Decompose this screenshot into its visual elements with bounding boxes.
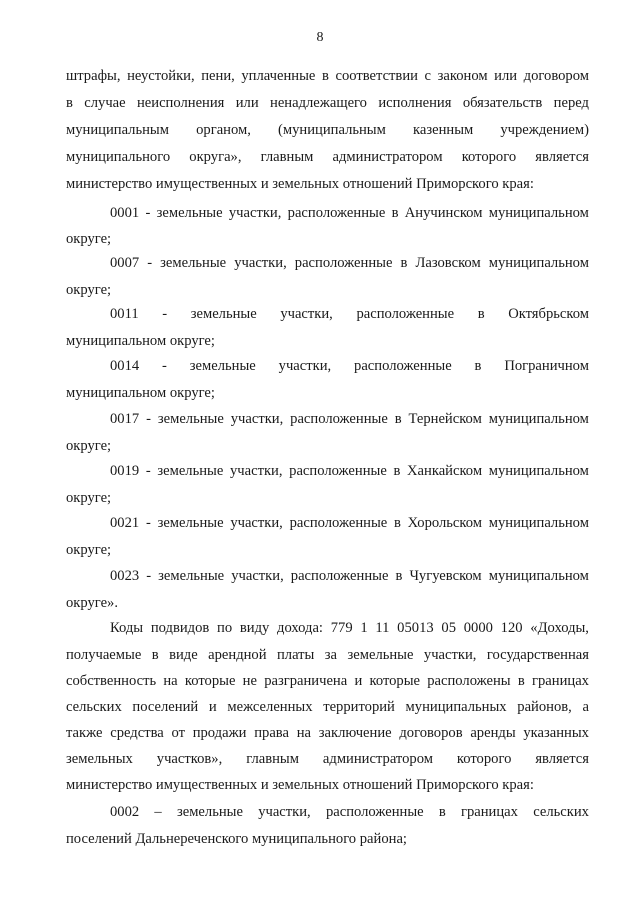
word: законом: [437, 68, 488, 84]
word: 0014: [110, 358, 140, 374]
text-line: [66, 120, 589, 140]
word: арендной: [208, 647, 267, 663]
word: -: [145, 463, 151, 479]
word: в: [66, 95, 73, 111]
word: 05: [441, 620, 456, 636]
text-line: округе».: [66, 595, 119, 611]
text-line: [110, 409, 589, 429]
word: казенным: [412, 122, 474, 138]
text-line: округе;: [66, 231, 112, 247]
word: или: [235, 95, 259, 111]
word: участки,: [280, 306, 333, 322]
word: 0007: [110, 255, 140, 271]
text-line: [66, 671, 589, 691]
word: неустойки,: [127, 68, 195, 84]
word: на: [163, 673, 178, 689]
word: Ханкайском: [407, 463, 483, 479]
word: расположенные: [289, 515, 388, 531]
word: районов,: [517, 699, 572, 715]
word: округа»,: [189, 149, 242, 165]
word: участки,: [230, 515, 283, 531]
word: муниципальном: [488, 463, 589, 479]
word: земельные: [157, 515, 224, 531]
word: которые: [184, 673, 236, 689]
word: территорий: [323, 699, 395, 715]
word: расположенные: [290, 568, 389, 584]
text-line: [110, 566, 589, 586]
word: государственная: [486, 647, 589, 663]
word: обязательств: [462, 95, 543, 111]
word: администратором: [322, 751, 433, 767]
word: муниципальном: [488, 515, 589, 531]
word: -: [147, 255, 153, 271]
word: «Доходы,: [530, 620, 589, 636]
text-line: [66, 723, 589, 743]
word: -: [162, 358, 167, 374]
word: пени,: [201, 68, 235, 84]
word: подвидов: [150, 620, 210, 636]
word: права: [254, 725, 289, 741]
word: администратором: [332, 149, 443, 165]
word: с: [424, 68, 432, 84]
text-line: [66, 147, 589, 167]
word: Чугуевском: [409, 568, 482, 584]
word: или: [494, 68, 518, 84]
text-line: [110, 253, 589, 273]
text-line: [66, 93, 589, 113]
word: муниципальном: [488, 255, 589, 271]
word: участки,: [234, 255, 287, 271]
word: земельные: [347, 647, 414, 663]
word: 0000: [463, 620, 493, 636]
word: главным: [246, 751, 299, 767]
text-line: [110, 513, 589, 533]
text-line: [66, 749, 589, 769]
word: и: [208, 699, 217, 715]
word: расположенные: [290, 411, 388, 427]
word: неисполнения: [136, 95, 225, 111]
word: Анучинском: [404, 205, 483, 221]
word: -: [146, 568, 152, 584]
word: участки,: [278, 358, 332, 374]
word: расположенные: [289, 463, 387, 479]
word: в: [474, 358, 482, 374]
word: договором: [523, 68, 589, 84]
text-line: [110, 802, 589, 822]
word: главным: [260, 149, 314, 165]
word: указанных: [523, 725, 589, 741]
word: платы: [276, 647, 315, 663]
word: в: [394, 411, 402, 427]
word: границах: [532, 673, 589, 689]
word: является: [535, 149, 589, 165]
word: -: [146, 411, 151, 427]
text-line: [66, 645, 589, 665]
text-line: [110, 618, 589, 638]
text-line: округе;: [66, 282, 112, 298]
word: Тернейском: [408, 411, 482, 427]
word: от: [171, 725, 185, 741]
word: в: [391, 205, 399, 221]
word: которые: [369, 673, 421, 689]
word: перед: [553, 95, 589, 111]
text-line: округе;: [66, 490, 112, 506]
word: -: [162, 306, 168, 322]
text-line: округе;: [66, 542, 112, 558]
word: виду: [239, 620, 270, 636]
word: Лазовском: [415, 255, 481, 271]
word: 11: [375, 620, 390, 636]
word: случае: [84, 95, 126, 111]
word: земельные: [157, 463, 224, 479]
word: не: [242, 673, 257, 689]
word: является: [535, 751, 589, 767]
text-line: министерство имущественных и земельных отношений Приморского края:: [66, 777, 534, 793]
page-number: 8: [316, 30, 324, 45]
word: продажи: [192, 725, 247, 741]
text-line: [66, 697, 589, 717]
text-line: министерство имущественных и земельных отношений Приморского края:: [66, 176, 534, 192]
word: расположенные: [287, 205, 386, 221]
word: в: [394, 515, 401, 531]
word: муниципальных: [405, 699, 507, 715]
word: в: [400, 255, 408, 271]
word: Пограничном: [504, 358, 589, 374]
word: виде: [169, 647, 198, 663]
word: уплаченные: [241, 68, 316, 84]
word: 0023: [110, 568, 140, 584]
word: (муниципальным: [278, 122, 386, 138]
word: земельные: [176, 804, 243, 820]
word: заключение: [318, 725, 392, 741]
word: 05013: [397, 620, 434, 636]
word: учреждением): [500, 122, 589, 138]
word: в: [151, 647, 159, 663]
word: поселений: [132, 699, 199, 715]
text-line: поселений Дальнереченского муниципального района;: [66, 831, 407, 847]
word: -: [145, 515, 151, 531]
word: земельных: [66, 751, 133, 767]
word: 0001: [110, 205, 140, 221]
word: разграничена: [264, 673, 348, 689]
word: в: [321, 68, 329, 84]
word: земельные: [158, 568, 225, 584]
word: а: [582, 699, 589, 715]
word: также: [66, 725, 103, 741]
word: 0011: [110, 306, 139, 322]
word: средства: [110, 725, 164, 741]
word: расположенные: [354, 358, 452, 374]
word: в: [517, 673, 525, 689]
word: расположенные: [294, 255, 393, 271]
word: расположенные: [325, 804, 424, 820]
text-line: [110, 461, 589, 481]
word: расположенные: [356, 306, 455, 322]
word: Октябрьском: [508, 306, 589, 322]
word: участки,: [423, 647, 477, 663]
word: земельные: [157, 411, 224, 427]
word: участков»,: [156, 751, 223, 767]
text-line: округе;: [66, 438, 112, 454]
word: участки,: [231, 568, 284, 584]
text-line: муниципальном округе;: [66, 385, 215, 401]
word: в: [438, 804, 446, 820]
word: муниципальном: [488, 568, 589, 584]
word: получаемые: [66, 647, 142, 663]
word: соответствии: [335, 68, 418, 84]
text-line: муниципальном округе;: [66, 333, 215, 349]
word: Хорольском: [407, 515, 482, 531]
word: участки,: [229, 463, 283, 479]
word: 0002: [110, 804, 140, 820]
text-line: [110, 203, 589, 223]
word: участки,: [230, 411, 284, 427]
word: 0021: [110, 515, 140, 531]
word: которого: [461, 149, 517, 165]
word: сельских: [66, 699, 122, 715]
word: 120: [500, 620, 523, 636]
word: собственность: [66, 673, 157, 689]
word: договоров: [399, 725, 463, 741]
word: за: [324, 647, 338, 663]
word: в: [393, 463, 401, 479]
word: органом,: [196, 122, 251, 138]
word: земельные: [160, 255, 227, 271]
word: дохода:: [277, 620, 323, 636]
word: земельные: [190, 306, 257, 322]
word: муниципальном: [488, 205, 589, 221]
word: Коды: [110, 620, 144, 636]
word: по: [217, 620, 233, 636]
word: –: [154, 804, 162, 820]
word: которого: [456, 751, 512, 767]
word: 1: [360, 620, 368, 636]
word: 0019: [110, 463, 140, 479]
word: сельских: [533, 804, 589, 820]
word: исполнения: [378, 95, 452, 111]
word: в: [477, 306, 485, 322]
word: 0017: [110, 411, 140, 427]
word: участки,: [258, 804, 311, 820]
word: на: [296, 725, 312, 741]
word: аренды: [470, 725, 516, 741]
word: -: [145, 205, 151, 221]
word: муниципального: [66, 149, 171, 165]
word: границах: [460, 804, 518, 820]
word: штрафы,: [66, 68, 121, 84]
word: в: [395, 568, 403, 584]
text-line: [66, 66, 589, 86]
text-line: [110, 356, 589, 376]
text-line: [110, 304, 589, 324]
word: 779: [330, 620, 353, 636]
word: и: [354, 673, 363, 689]
word: земельные: [156, 205, 223, 221]
word: муниципальным: [66, 122, 169, 138]
word: расположены: [427, 673, 511, 689]
word: земельные: [189, 358, 256, 374]
word: ненадлежащего: [270, 95, 367, 111]
word: межселенных: [227, 699, 313, 715]
word: участки,: [228, 205, 282, 221]
word: муниципальном: [488, 411, 589, 427]
